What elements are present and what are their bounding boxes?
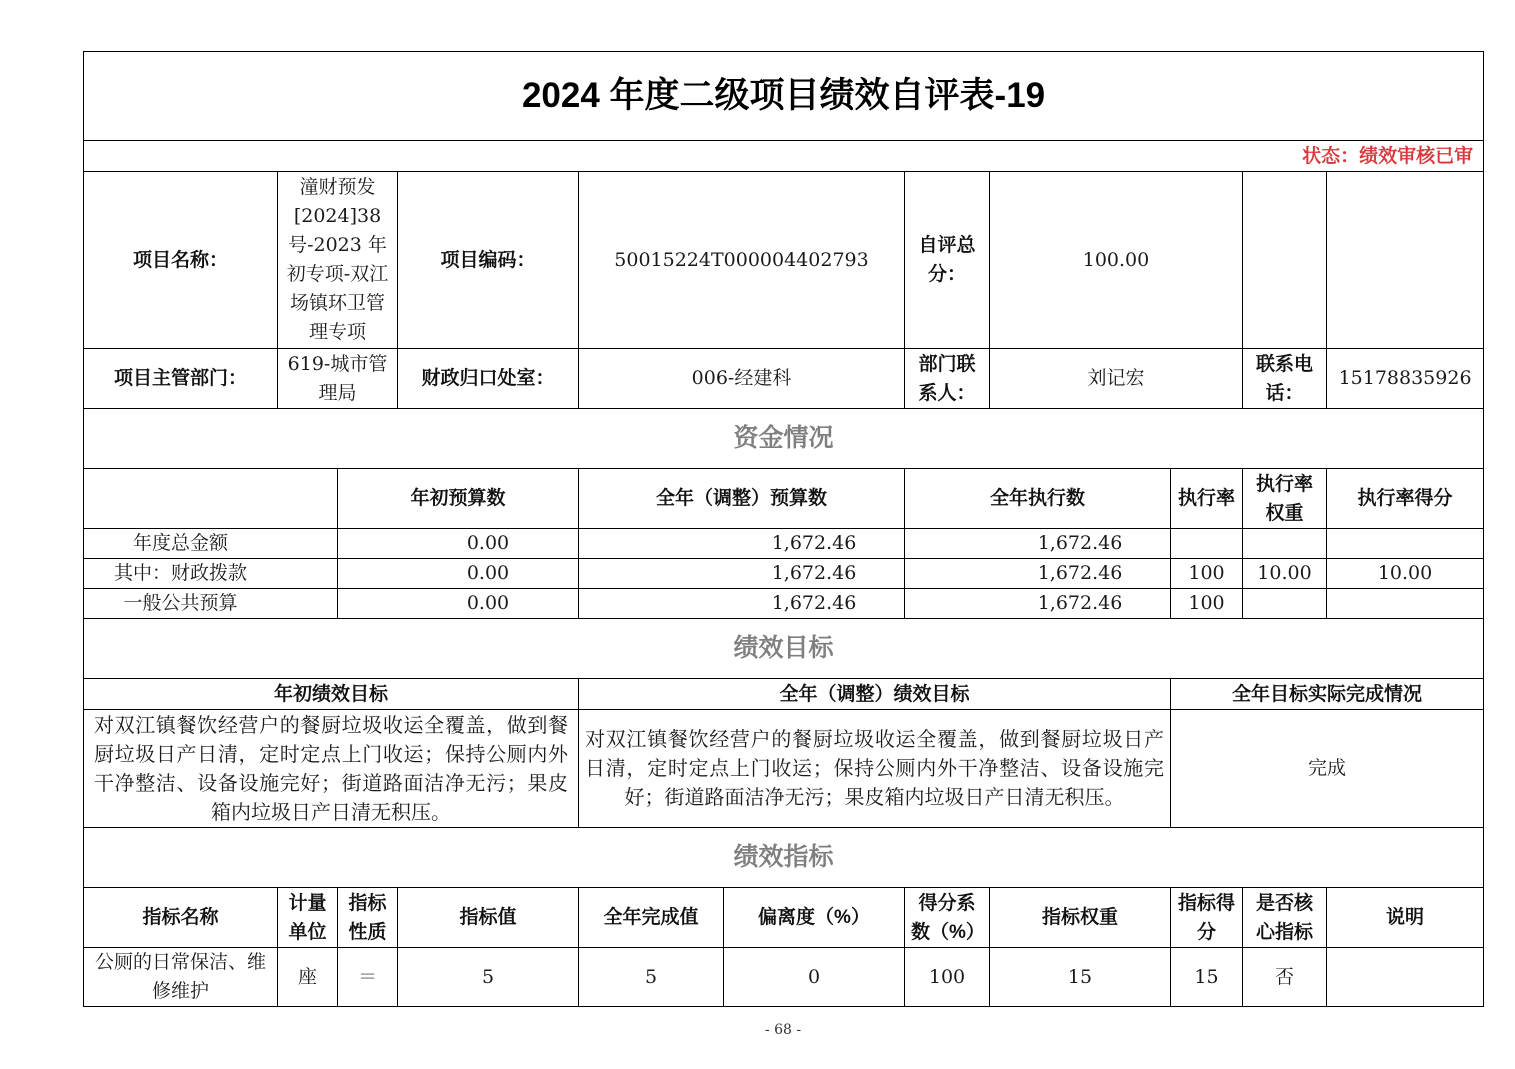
funds-rate-score-value: 10.00 [1327,559,1484,589]
indicator-header-name: 指标名称 [84,888,278,948]
funds-rate-value: 100 [1171,559,1243,589]
project-name-label: 项目名称： [84,172,278,349]
table-row [84,559,1484,589]
funds-rate-weight-value [1243,529,1327,559]
self-score-value: 100.00 [990,172,1243,349]
department-label: 项目主管部门： [84,349,278,409]
funds-row-label: 年度总金额 [84,529,338,559]
finance-office-label: 财政归口处室： [398,349,579,409]
funds-adjusted-value: 1,672.46 [579,529,905,559]
funds-rate-value: 100 [1171,589,1243,619]
goals-section-title: 绩效目标 [84,619,1484,679]
project-code-value: 50015224T000004402793 [579,172,905,349]
funds-initial-value: 0.00 [338,559,579,589]
indicator-name: 公厕的日常保洁、维修维护 [84,948,278,1007]
funds-executed-value: 1,672.46 [905,529,1171,559]
indicator-header-score-coef: 得分系数（%） [905,888,990,948]
contact-value: 刘记宏 [990,349,1243,409]
funds-adjusted-value: 1,672.46 [579,589,905,619]
indicators-section-title: 绩效指标 [84,828,1484,888]
funds-header-rate-score: 执行率得分 [1327,469,1484,529]
status-label: 状态：绩效审核已审 [84,141,1484,172]
table-row [84,948,1484,1007]
funds-rate-value [1171,529,1243,559]
phone-value: 15178835926 [1327,349,1484,409]
funds-rate-score-value [1327,589,1484,619]
project-name-value: 潼财预发[2024]38号-2023 年初专项-双江场镇环卫管理专项 [278,172,398,349]
indicator-score: 15 [1171,948,1243,1007]
goals-header-initial: 年初绩效目标 [84,679,579,710]
funds-adjusted-value: 1,672.46 [579,559,905,589]
goals-header-adjusted: 全年（调整）绩效目标 [579,679,1171,710]
funds-header-initial: 年初预算数 [338,469,579,529]
indicator-note [1327,948,1484,1007]
self-evaluation-table [83,51,1484,1007]
goals-header-actual: 全年目标实际完成情况 [1171,679,1484,710]
blank-cell [1327,172,1484,349]
blank-cell [84,469,338,529]
indicator-completed: 5 [579,948,724,1007]
adjusted-goal-text: 对双江镇餐饮经营户的餐厨垃圾收运全覆盖，做到餐厨垃圾日产日清，定时定点上门收运；保持公厕内外干净整洁、设备设施完好；街道路面洁净无污；果皮箱内垃圾日产日清无积压。 [579,710,1171,828]
table-row [84,529,1484,559]
indicator-is-core: 否 [1243,948,1327,1007]
initial-goal-text: 对双江镇餐饮经营户的餐厨垃圾收运全覆盖，做到餐厨垃圾日产日清，定时定点上门收运；保持公厕内外干净整洁、设备设施完好；街道路面洁净无污；果皮箱内垃圾日产日清无积压。 [84,710,579,828]
funds-row-label: 一般公共预算 [84,589,338,619]
indicator-header-score: 指标得分 [1171,888,1243,948]
blank-cell [1243,172,1327,349]
indicator-weight: 15 [990,948,1171,1007]
funds-initial-value: 0.00 [338,529,579,559]
finance-office-value: 006-经建科 [579,349,905,409]
funds-rate-score-value [1327,529,1484,559]
page-title: 2024 年度二级项目绩效自评表-19 [84,52,1484,141]
indicator-header-nature: 指标性质 [338,888,398,948]
funds-executed-value: 1,672.46 [905,589,1171,619]
table-row [84,589,1484,619]
funds-rate-weight-value: 10.00 [1243,559,1327,589]
indicator-header-target: 指标值 [398,888,579,948]
department-value: 619-城市管理局 [278,349,398,409]
funds-header-adjusted: 全年（调整）预算数 [579,469,905,529]
funds-section-title: 资金情况 [84,409,1484,469]
indicator-unit: 座 [278,948,338,1007]
indicator-header-deviation: 偏离度（%） [724,888,905,948]
indicator-header-weight: 指标权重 [990,888,1171,948]
actual-completion-text: 完成 [1171,710,1484,828]
funds-header-rate: 执行率 [1171,469,1243,529]
funds-header-rate-weight: 执行率权重 [1243,469,1327,529]
page-number: - 68 - [764,1022,802,1038]
funds-row-label: 其中：财政拨款 [84,559,338,589]
contact-label: 部门联系人： [905,349,990,409]
indicator-nature: ＝ [338,948,398,1007]
indicator-header-note: 说明 [1327,888,1484,948]
funds-header-executed: 全年执行数 [905,469,1171,529]
indicator-header-is-core: 是否核心指标 [1243,888,1327,948]
indicator-score-coef: 100 [905,948,990,1007]
project-code-label: 项目编码： [398,172,579,349]
self-score-label: 自评总分： [905,172,990,349]
funds-executed-value: 1,672.46 [905,559,1171,589]
indicator-header-completed: 全年完成值 [579,888,724,948]
indicator-target: 5 [398,948,579,1007]
phone-label: 联系电话： [1243,349,1327,409]
indicator-header-unit: 计量单位 [278,888,338,948]
funds-initial-value: 0.00 [338,589,579,619]
funds-rate-weight-value [1243,589,1327,619]
indicator-deviation: 0 [724,948,905,1007]
